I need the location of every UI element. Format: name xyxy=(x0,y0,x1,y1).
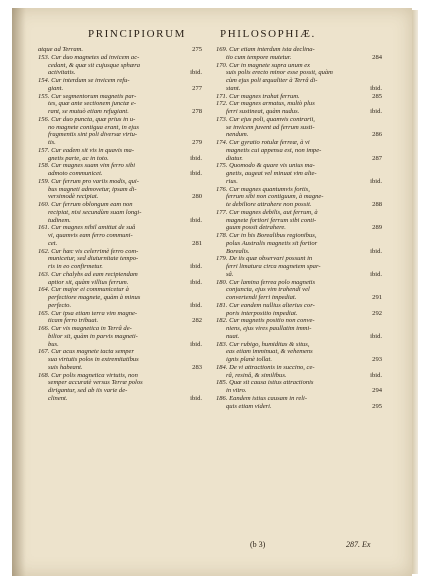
entry-line: convertendi ferri impediat. xyxy=(226,294,297,301)
entry-line: magnetis cui appensa est, non impe- xyxy=(226,146,322,154)
entry-line: ignis planè tollat. xyxy=(226,356,273,363)
entry-line: nuat. xyxy=(226,332,240,340)
toc-entry xyxy=(38,93,202,116)
toc-entry xyxy=(38,310,202,326)
left-column xyxy=(38,46,202,403)
entry-line: cedant, & quæ sit cujusque sphæra xyxy=(48,61,141,69)
entry-line: giant. xyxy=(48,84,64,92)
entry-line: râ, resinâ, & similibus. xyxy=(226,371,287,379)
entry-line: in vitro. xyxy=(226,387,247,394)
entry-line: cet. xyxy=(48,239,58,247)
entry-line: versimodè recipiat. xyxy=(48,193,99,201)
page-number: 285 xyxy=(372,92,382,100)
entry-line: 170. Cur in magnete supra unum ex xyxy=(216,61,311,69)
entry-line: perfectiore magnete, quàm à minus xyxy=(48,294,141,301)
entry-line: sâ. xyxy=(226,270,234,278)
entry-line: tio cum tempore mutetur. xyxy=(226,53,292,61)
page-number: 286 xyxy=(372,131,382,139)
entry-line: 172. Cur magnes armatus, multò plus xyxy=(216,100,315,108)
toc-entry xyxy=(216,255,382,278)
entry-line: magnete fortiori ferrum sibi conti- xyxy=(226,216,317,224)
toc-entry xyxy=(216,62,382,93)
toc-entry xyxy=(216,162,382,185)
page-number: ibid. xyxy=(190,278,202,286)
entry-line: 169. Cur etiam interdum ista declina- xyxy=(216,46,315,53)
entry-line: aptior sit, quàm villius ferrum. xyxy=(48,278,129,286)
entry-line: tis. xyxy=(48,139,56,146)
toc-entry xyxy=(216,93,382,101)
entry-line: 171. Cur magnes trahat ferrum. xyxy=(216,92,300,100)
page-number: 282 xyxy=(192,317,202,325)
entry-line: 175. Quomodo & quare vis unius ma- xyxy=(216,162,315,170)
page-number: 275 xyxy=(192,46,202,53)
page-number: ibid. xyxy=(370,247,382,255)
entry-line: 167. Cur acus magnete tacta semper xyxy=(38,348,135,356)
entry-line: 153. Cur duo magnetes ad invicem ac- xyxy=(38,53,140,61)
entry-line: bilior sit, quàm in parvis magneti- xyxy=(48,332,138,340)
toc-entry xyxy=(216,317,382,340)
toc-entry xyxy=(38,348,202,371)
page-number: 280 xyxy=(192,193,202,201)
entry-line: gnetis parte, ac in toto. xyxy=(48,154,109,162)
toc-entry xyxy=(38,271,202,287)
page-number: ibid. xyxy=(370,270,382,278)
entry-line: suis polis erecto minor esse possit, quàm xyxy=(226,69,333,77)
signature-mark: (b 3) xyxy=(250,540,266,549)
page-edge xyxy=(412,10,418,574)
entry-line: se invicem juvent ad ferrum susti- xyxy=(226,123,315,131)
entry-line: bus. xyxy=(48,340,59,348)
entry-line: 160. Cur ferrum oblongum eam non xyxy=(38,201,133,208)
page-number: 281 xyxy=(192,239,202,247)
entry-line: activitatis. xyxy=(48,69,76,77)
catchword: 287. Ex xyxy=(346,540,371,549)
entry-line: 179. De iis quæ observari possunt in xyxy=(216,255,313,263)
spine-shadow xyxy=(12,8,26,576)
entry-line: rius. xyxy=(226,177,238,185)
entry-line: tes, quæ ante sectionem junctæ e- xyxy=(48,100,136,108)
entry-line: 177. Cur magnes debilis, aut ferrum, à xyxy=(216,208,318,216)
entry-line: no magnete contigua erant, in ejus xyxy=(48,123,139,131)
toc-entry xyxy=(38,201,202,224)
entry-line: 162. Cur hæc vis celerrimè ferro com- xyxy=(38,247,139,255)
page-number: 291 xyxy=(372,294,382,301)
page-number: ibid. xyxy=(370,332,382,340)
entry-line: 185. Quæ sit causa istius attractionis xyxy=(216,379,314,387)
entry-line: 159. Cur ferrum pro variis modis, qui- xyxy=(38,177,139,185)
page-number: ibid. xyxy=(190,69,202,77)
entry-line: 166. Cur vis magnetica in Terrâ de- xyxy=(38,325,132,332)
toc-entry xyxy=(216,116,382,139)
page-number: 278 xyxy=(192,108,202,115)
toc-entry xyxy=(216,395,382,411)
entry-line: diatur. xyxy=(226,154,243,162)
toc-entry xyxy=(38,372,202,403)
entry-line: poris interpositio impediat. xyxy=(226,309,298,317)
toc-entry xyxy=(216,364,382,380)
page-number: ibid. xyxy=(370,371,382,379)
entry-line: 168. Cur polis magnetica virtutis, non xyxy=(38,371,138,379)
toc-entry xyxy=(38,147,202,163)
toc-entry xyxy=(38,286,202,309)
entry-line: ferri sustineat, quàm nudus. xyxy=(226,108,300,115)
page-number: 293 xyxy=(372,356,382,363)
entry-line: 182. Cur magnetis positio non conve- xyxy=(216,317,315,325)
toc-entry xyxy=(38,162,202,178)
entry-line: conjuncta, ejus vim trahendi vel xyxy=(226,286,310,294)
entry-line: dirigantur, sed ab iis varie de- xyxy=(48,387,128,394)
entry-line: 173. Cur ejus poli, quamvis contrarii, xyxy=(216,115,315,123)
entry-line: 180. Cur lamina ferrea polo magnetis xyxy=(216,278,316,286)
entry-line: admoto communicet. xyxy=(48,170,103,177)
header-right: PHILOSOPHIÆ. xyxy=(220,28,316,40)
entry-line: niens, ejus vires paullatim immi- xyxy=(226,325,312,332)
toc-entry xyxy=(216,302,382,318)
entry-line: 165. Cur ipsa etiam terra vim magne- xyxy=(38,309,138,317)
toc-entry xyxy=(38,77,202,93)
toc-entry xyxy=(216,100,382,116)
right-column xyxy=(216,46,382,410)
entry-line: municetur, sed diuturnitate tempo- xyxy=(48,255,139,263)
toc-entry xyxy=(216,139,382,162)
entry-line: gnetis, augeat vel minuat vim alte- xyxy=(226,170,317,177)
entry-line: 178. Cur in his Borealibus regionibus, xyxy=(216,232,317,239)
page-number: 292 xyxy=(372,309,382,317)
page-number: ibid. xyxy=(190,394,202,402)
toc-entry xyxy=(38,178,202,201)
page-number: ibid. xyxy=(370,84,382,92)
page-number: ibid. xyxy=(190,340,202,348)
entry-line: sua virtutis polos in extremitatibus xyxy=(48,356,139,363)
page-number: 289 xyxy=(372,224,382,232)
book-page xyxy=(12,8,412,576)
page-number: 277 xyxy=(192,84,202,92)
entry-line: 181. Cur eandem nullius alterius cor- xyxy=(216,301,315,309)
entry-line: te debiliore attrahere non possit. xyxy=(226,201,312,208)
entry-line: clinent. xyxy=(48,394,68,402)
entry-line: quis etiam videri. xyxy=(226,402,272,410)
entry-line: 163. Cur chalybs ad eam recipiendam xyxy=(38,270,138,278)
entry-line: atque ad Terram. xyxy=(38,46,84,53)
entry-line: 154. Cur interdum se invicem refu- xyxy=(38,77,130,84)
entry-line: ferrum sibi non contiguum, à magne- xyxy=(226,193,324,201)
page-number: ibid. xyxy=(190,263,202,270)
entry-line: semper accuratè versus Terræ polos xyxy=(48,379,143,387)
page-number: 287 xyxy=(372,154,382,162)
page-number: ibid. xyxy=(370,108,382,115)
page-number: ibid. xyxy=(190,154,202,162)
entry-line: polus Australis magnetis sit fortior xyxy=(226,239,318,247)
entry-line: 184. De vi attractionis in succino, ce- xyxy=(216,363,315,371)
page-number: ibid. xyxy=(190,301,202,309)
toc-entry xyxy=(216,341,382,364)
toc-entry xyxy=(38,224,202,247)
entry-line: guum possit detrahere. xyxy=(226,224,286,232)
entry-line: 156. Cur duo puncta, quæ prius in u- xyxy=(38,115,136,123)
entry-line: ticam ferro tribuat. xyxy=(48,317,99,325)
entry-line: recipiat, nisi secundùm suam longi- xyxy=(48,208,142,216)
entry-line: eas etiam imminuat, & vehemens xyxy=(226,348,313,356)
entry-line: ferri limatura circa magnetem spar- xyxy=(226,263,321,270)
entry-line: 155. Cur segmentorum magnetis par- xyxy=(38,92,137,100)
toc-entry xyxy=(216,209,382,232)
entry-line: Borealis. xyxy=(226,247,250,255)
entry-line: 164. Cur major ei communicetur à xyxy=(38,286,129,294)
page-number: ibid. xyxy=(190,216,202,224)
entry-line: 161. Cur magnes nihil amittat de suâ xyxy=(38,224,136,232)
entry-line: bus magneti admovetur, ipsam di- xyxy=(48,185,137,193)
entry-line: suis habeant. xyxy=(48,363,83,371)
toc-entry xyxy=(38,54,202,77)
page-number: 284 xyxy=(372,53,382,61)
entry-line: 157. Cur eadem sit vis in quavis ma- xyxy=(38,146,135,154)
toc-entry xyxy=(216,232,382,255)
toc-entry xyxy=(216,46,382,62)
page-number: ibid. xyxy=(370,177,382,185)
entry-line: nendum. xyxy=(226,131,249,139)
entry-line: ris in eo confirmetur. xyxy=(48,263,103,270)
page-number: 283 xyxy=(192,363,202,371)
toc-entry xyxy=(38,248,202,271)
toc-entry xyxy=(38,325,202,348)
entry-line: 183. Cur rubigo, humiditas & situs, xyxy=(216,340,310,348)
entry-line: 158. Cur magnes suam vim ferro sibi xyxy=(38,162,136,170)
page-number: 295 xyxy=(372,402,382,410)
entry-line: 186. Eandem istius causam in reli- xyxy=(216,394,308,402)
entry-line: tudinem. xyxy=(48,216,71,224)
toc-entry xyxy=(216,186,382,209)
entry-line: 176. Cur magnes quantumvis fortis, xyxy=(216,185,310,193)
page-number: 294 xyxy=(372,387,382,394)
header-left: PRINCIPIORUM xyxy=(88,28,187,40)
entry-line: cùm ejus poli æqualiter à Terrâ di- xyxy=(226,77,318,84)
toc-entry xyxy=(216,379,382,395)
entry-line: stant. xyxy=(226,84,241,92)
entry-line: rant, se mutuò etiam refugiant. xyxy=(48,108,129,115)
toc-entry xyxy=(216,279,382,302)
entry-line: fragmentis sint poli diversæ virtu- xyxy=(48,131,138,139)
page-number: 279 xyxy=(192,139,202,146)
entry-line: vi, quamvis eam ferro communi- xyxy=(48,232,133,239)
toc-entry xyxy=(38,46,202,54)
entry-line: perfecto. xyxy=(48,301,72,309)
toc-entry xyxy=(38,116,202,147)
entry-line: 174. Cur gyratio rotulæ ferreæ, à vi xyxy=(216,139,310,146)
page-number: 288 xyxy=(372,201,382,208)
page-number: ibid. xyxy=(190,170,202,177)
